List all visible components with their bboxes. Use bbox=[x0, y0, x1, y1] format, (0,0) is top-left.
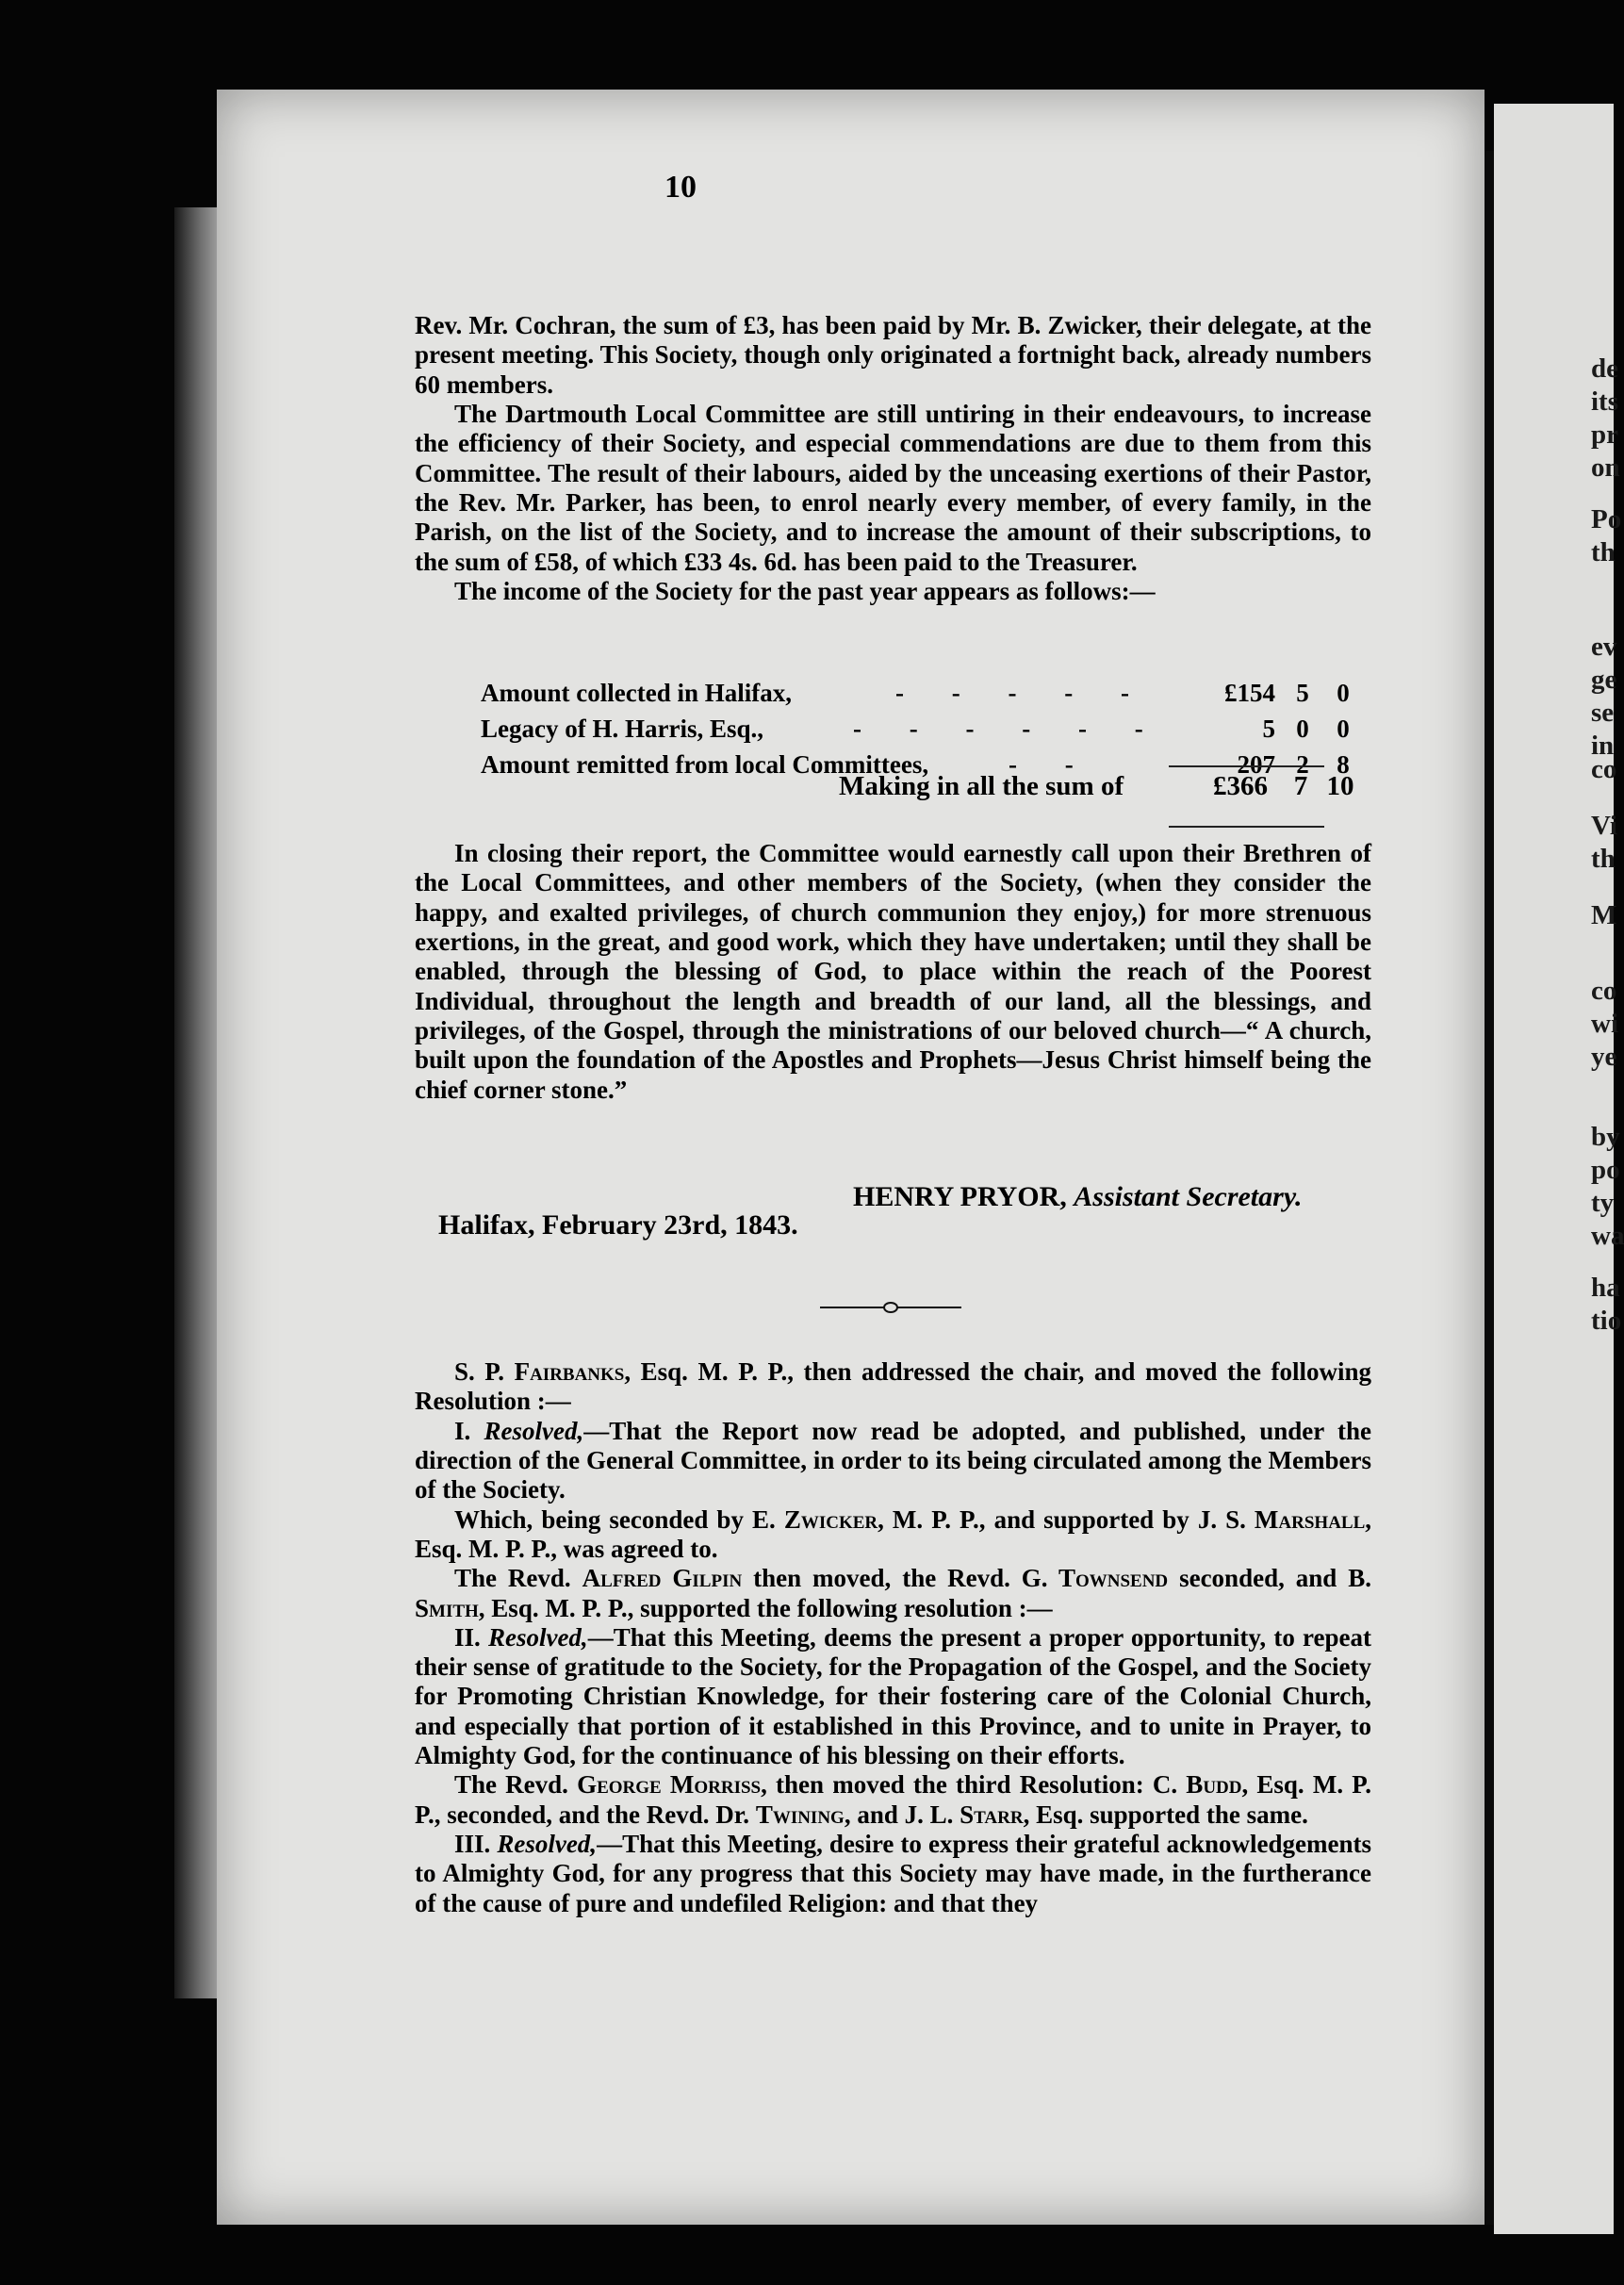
motion-text: seconded, and bbox=[1168, 1564, 1349, 1593]
supporter-name: J. S. Marshall, bbox=[1197, 1504, 1372, 1534]
sum-rule bbox=[1169, 765, 1324, 767]
mover-name: George Morriss, bbox=[577, 1770, 767, 1800]
income-table bbox=[481, 679, 1350, 786]
facing-page-fragment: tio bbox=[1591, 1306, 1622, 1336]
income-pence: 0 bbox=[1337, 715, 1350, 743]
resolution-3 bbox=[415, 1830, 1371, 1918]
motion-text: then moved, the Revd. bbox=[742, 1564, 1022, 1593]
resolution-number: II. bbox=[454, 1622, 481, 1652]
motion-1 bbox=[415, 1357, 1371, 1417]
facing-page-fragment: se bbox=[1591, 698, 1615, 728]
resolution-text: —That this Meeting, desire to express their grateful acknowledgements to Almighty God, for any progress that this Society may have made, in the furtherance of the cause of pure and undefiled Religion: and that they bbox=[415, 1830, 1372, 1917]
motion-text: Esq. supported the same. bbox=[1029, 1800, 1308, 1829]
signature-title: Assistant Secretary. bbox=[1074, 1181, 1303, 1212]
motion-text: The Revd. bbox=[454, 1770, 578, 1800]
mover-name: S. P. Fairbanks, bbox=[454, 1357, 632, 1386]
resolution-1 bbox=[415, 1417, 1371, 1505]
dateline: Halifax, February 23rd, 1843. bbox=[438, 1209, 798, 1241]
supporter-name: Twining, bbox=[755, 1800, 851, 1829]
income-shillings: 2 bbox=[1296, 750, 1309, 779]
income-pounds: 207 bbox=[1237, 750, 1275, 779]
total-label: Making in all the sum of bbox=[839, 771, 1124, 801]
motion-text: The Revd. bbox=[454, 1564, 582, 1593]
facing-page-fragment: ha bbox=[1591, 1273, 1620, 1303]
seconder-name: G. Townsend bbox=[1021, 1564, 1169, 1593]
seconder-name: E. Zwicker, bbox=[752, 1504, 884, 1534]
seconding-1 bbox=[415, 1505, 1371, 1565]
facing-page-fragment: Po bbox=[1591, 504, 1622, 534]
seconder-name: C. Budd, bbox=[1152, 1770, 1249, 1800]
facing-page-fragment: wa bbox=[1591, 1221, 1624, 1251]
income-pence: 8 bbox=[1337, 750, 1350, 779]
signature-name: HENRY PRYOR, bbox=[853, 1181, 1067, 1212]
income-label: Amount collected in Halifax, bbox=[481, 679, 792, 707]
paragraph-closing: In closing their report, the Committee would earnestly call upon their Brethren of the Local Committees, and other members of the Society, (when they consider the happy, and exalted privileges, of church communion they enjoy,) for more strenuous exertions, in the great, and good work, which they have undertaken; until they shall be enabled, through the blessing of God, to place within the reach of the Poorest Individual, throughout the length and breadth of our land, all the blessings, and privileges, of the Gospel, through the ministrations of our beloved church—“ A church, built upon the foundation of the Apostles and Prophets—Jesus Christ himself being the chief corner stone.” bbox=[415, 839, 1371, 1104]
motion-2 bbox=[415, 1564, 1371, 1623]
seconding-text: Which, being seconded by bbox=[454, 1504, 753, 1534]
facing-page-fragment: in bbox=[1591, 731, 1615, 761]
income-label: Legacy of H. Harris, Esq., bbox=[481, 715, 763, 743]
binding-divider bbox=[1485, 151, 1494, 2225]
resolution-number: I. bbox=[454, 1416, 471, 1445]
leader-dots: - - - - - bbox=[895, 679, 1150, 707]
facing-page-fragment: de bbox=[1591, 353, 1618, 384]
facing-page-fragment: co bbox=[1591, 976, 1617, 1006]
closing-block bbox=[415, 839, 1371, 1105]
leader-dots: - - - - - - bbox=[853, 715, 1164, 743]
facing-page-fragment: th bbox=[1591, 537, 1616, 567]
facing-page-fragment: co bbox=[1591, 754, 1617, 784]
body-bottom bbox=[415, 1357, 1371, 1918]
paragraph-3: The income of the Society for the past year appears as follows:— bbox=[454, 576, 1156, 605]
motion-3 bbox=[415, 1770, 1371, 1830]
facing-page-fragment: ev bbox=[1591, 632, 1617, 662]
facing-page-fragment: Vi bbox=[1591, 811, 1617, 841]
facing-page-fragment: wi bbox=[1591, 1009, 1618, 1039]
income-pounds: 5 bbox=[1262, 715, 1275, 743]
motion-text: Esq. M. P. P., seconded, and the Revd. Dr. bbox=[415, 1770, 1372, 1829]
facing-page-fragment: on bbox=[1591, 452, 1620, 483]
motion-text: Esq. M. P. P., supported the following resolution :— bbox=[484, 1593, 1053, 1622]
page-edge bbox=[174, 207, 217, 1998]
income-pounds: £154 bbox=[1224, 679, 1275, 707]
resolution-2 bbox=[415, 1623, 1371, 1771]
resolution-label: Resolved, bbox=[497, 1830, 598, 1858]
total-pence: 10 bbox=[1326, 771, 1354, 801]
facing-page-fragment: by bbox=[1591, 1122, 1620, 1152]
seconding-text: M. P. P., and supported by bbox=[883, 1504, 1198, 1534]
income-pence: 0 bbox=[1337, 679, 1350, 707]
facing-page-fragment: th bbox=[1591, 844, 1616, 874]
body-top bbox=[415, 311, 1371, 606]
resolution-text: —That the Report now read be adopted, and published, under the direction of the General Committee, in order to its being circulated among the Members of the Society. bbox=[415, 1416, 1371, 1504]
section-separator bbox=[820, 1298, 961, 1317]
facing-page-fragment: ty bbox=[1591, 1188, 1615, 1218]
motion-text: then moved the third Resolution: bbox=[766, 1770, 1153, 1800]
resolution-text: —That this Meeting, deems the present a proper opportunity, to repeat their sense of gratitude to the Society, for the Propagation of the Gospel, and the Society for Promoting Christian Knowledge, for their fostering care of the Colonial Church, and especially that portion of it established in this Province, and to unite in Prayer, to Almighty God, for the continuance of his blessing on their efforts. bbox=[415, 1622, 1371, 1770]
supporter-name: B. Smith, bbox=[415, 1564, 1371, 1622]
paragraph-2: The Dartmouth Local Committee are still untiring in their endeavours, to increase the efficiency of their Society, and especial commendations are due to them from this Committee. The result of their labours, aided by the unceasing exertions of their Pastor, the Rev. Mr. Parker, has been, to enrol nearly every member, of every family, in the Parish, on the list of the Society, and to increase the amount of their subscriptions, to the sum of £58, of which £33 4s. 6d. has been paid to the Treasurer. bbox=[415, 399, 1371, 576]
resolution-label: Resolved, bbox=[484, 1416, 584, 1445]
total-shillings: 7 bbox=[1293, 771, 1308, 801]
income-row bbox=[481, 715, 1350, 750]
motion-text: Esq. M. P. P., then addressed the chair, and moved the following Resolution :— bbox=[415, 1357, 1371, 1416]
total-pounds: £366 bbox=[1213, 771, 1268, 801]
total-rule bbox=[1169, 826, 1324, 828]
facing-page-fragment: ye bbox=[1591, 1042, 1617, 1072]
facing-page-fragment: po bbox=[1591, 1155, 1620, 1185]
mover-name: Alfred Gilpin bbox=[582, 1564, 743, 1593]
seconding-text: Esq. M. P. P., was agreed to. bbox=[415, 1534, 718, 1563]
resolution-label: Resolved, bbox=[487, 1622, 588, 1652]
resolution-number: III. bbox=[454, 1830, 491, 1858]
facing-page-fragment: M bbox=[1591, 900, 1617, 930]
income-row bbox=[481, 679, 1350, 715]
motion-text: and bbox=[850, 1800, 905, 1829]
paragraph-1: Rev. Mr. Cochran, the sum of £3, has been paid by Mr. B. Zwicker, their delegate, at the present meeting. This Society, though only originated a fortnight back, already numbers 60 members. bbox=[415, 311, 1371, 399]
leader-dots: - - bbox=[1009, 750, 1094, 779]
page-number: 10 bbox=[664, 170, 697, 205]
facing-page-fragment: its bbox=[1591, 386, 1618, 417]
income-shillings: 0 bbox=[1296, 715, 1309, 743]
facing-page-fragment: pr bbox=[1591, 419, 1618, 450]
income-label: Amount remitted from local Committees, bbox=[481, 750, 929, 779]
signature bbox=[853, 1181, 1303, 1213]
supporter-name: J. L. Starr, bbox=[904, 1800, 1030, 1829]
income-shillings: 5 bbox=[1296, 679, 1309, 707]
facing-page-fragment: ge bbox=[1591, 665, 1617, 695]
